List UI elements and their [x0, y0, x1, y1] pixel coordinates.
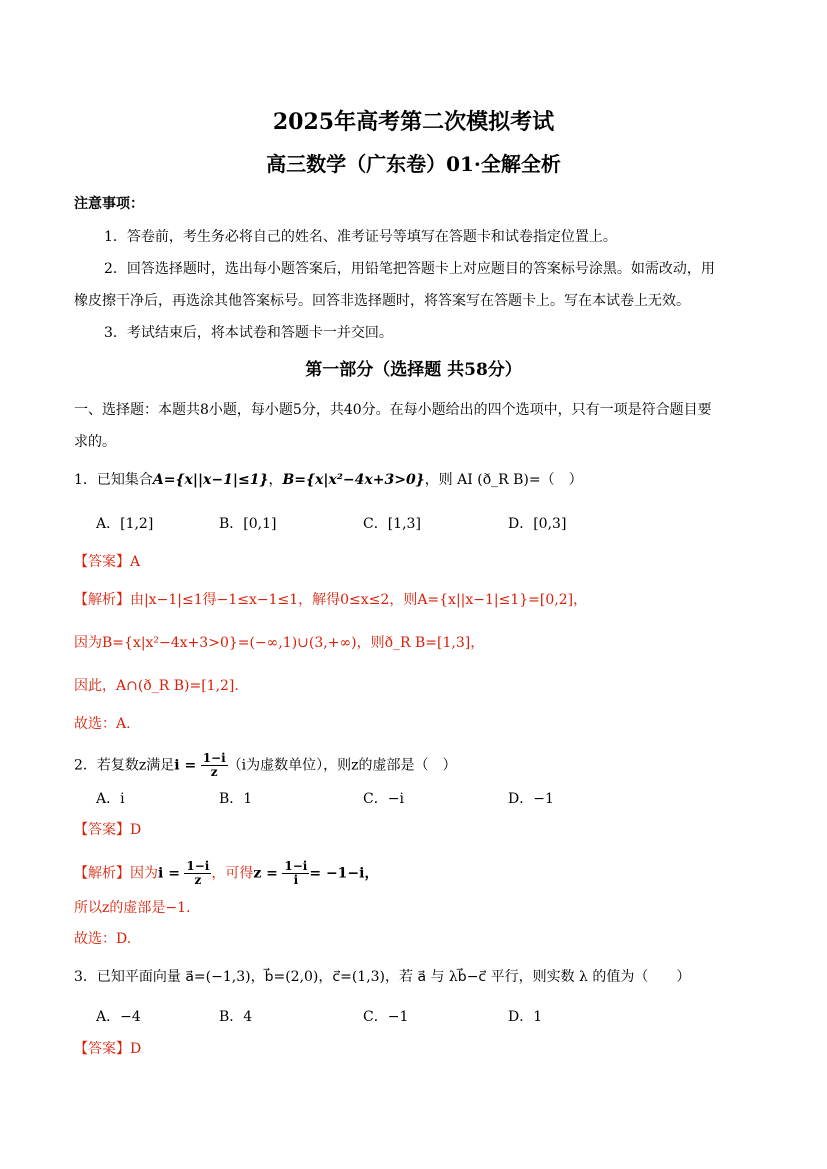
- q2-answer: [74, 821, 141, 839]
- q2-stem: [74, 752, 457, 779]
- q2-analysis-because: 因为: [130, 865, 158, 882]
- q2-frac-den: z: [210, 765, 218, 779]
- q1-option-c: C．[1,3]: [363, 516, 421, 532]
- q3-option-d: D．1: [508, 1009, 543, 1025]
- q2-answer-label: 【答案】: [74, 822, 130, 838]
- q2-analysis-eq-left: i =: [158, 865, 180, 882]
- q2-stem-prefix: 2．若复数z满足: [74, 757, 175, 774]
- q3-answer: [74, 1040, 141, 1058]
- q2-stem-suffix: （i为虚数单位），则z的虚部是（ ）: [227, 757, 457, 774]
- q2-analysis-fraction-1: [184, 860, 211, 887]
- q1-stem-prefix: 1．已知集合: [74, 472, 153, 488]
- q2-analysis-fraction-2: [282, 860, 309, 887]
- q1-option-b: B．[0,1]: [219, 516, 277, 532]
- q1-stem: 1．已知集合A={x||x−1|≤1}，B={x|x²−4x+3>0}，则 AI (ð_R B)=（ ）: [74, 472, 583, 488]
- q2-option-c: C．−i: [363, 791, 404, 807]
- q2-analysis-frac1-den: z: [194, 873, 202, 887]
- q3-option-a: A．−4: [96, 1009, 141, 1025]
- q1-analysis-line2: 因为B={x|x²−4x+3>0}=(−∞,1)∪(3,+∞)，则ð_R B=[1,3]，: [74, 635, 485, 651]
- notice-item-2-line1: 2．回答选择题时，选出每小题答案后，用铅笔把答题卡上对应题目的答案标号涂黑。如需改动，用: [104, 261, 715, 277]
- exam-subtitle: 高三数学（广东卷）01·全解全析: [266, 152, 561, 176]
- q2-option-b: B．1: [219, 791, 253, 807]
- q3-stem: 3．已知平面向量 a⃗=(−1,3)，b⃗=(2,0)，c⃗=(1,3)，若 a⃗ 与 λb⃗−c⃗ 平行，则实数 λ 的值为（ ）: [74, 969, 691, 985]
- part1-intro-line2: 求的。: [74, 434, 116, 450]
- q1-set-b: B={x|x²−4x+3>0}: [282, 472, 425, 488]
- notice-heading: 注意事项：: [74, 196, 144, 212]
- q2-analysis-frac2-num: 1−i: [284, 859, 308, 873]
- q1-option-d: D．[0,3]: [508, 516, 567, 532]
- q3-option-b: B．4: [219, 1009, 253, 1025]
- q2-analysis-result: = −1−i，: [309, 865, 379, 882]
- q1-answer-value: A: [130, 554, 141, 570]
- exam-title: 2025年高考第二次模拟考试: [272, 109, 555, 135]
- q1-stem-suffix: ，则 AI (ð_R B)=（ ）: [424, 472, 583, 488]
- notice-item-3: 3．考试结束后，将本试卷和答题卡一并交回。: [104, 325, 393, 341]
- notice-item-1: 1．答卷前，考生务必将自己的姓名、准考证号等填写在答题卡和试卷指定位置上。: [104, 229, 617, 245]
- q2-analysis-frac1-num: 1−i: [186, 859, 210, 873]
- q2-frac-num: 1−i: [202, 751, 226, 765]
- q1-analysis-line3: 因此，A∩(ð_R B)=[1,2].: [74, 678, 239, 694]
- q2-conclusion: 故选：D.: [74, 931, 132, 947]
- q3-option-c: C．−1: [363, 1009, 409, 1025]
- q1-set-a: A={x||x−1|≤1}: [152, 472, 269, 488]
- q2-option-d: D．−1: [508, 791, 554, 807]
- q3-answer-value: D: [130, 1041, 142, 1057]
- q1-analysis-line1: [74, 591, 587, 609]
- part1-intro-line1: 一、选择题：本题共8小题，每小题5分，共40分。在每小题给出的四个选项中，只有一项是符合题目要: [74, 402, 712, 418]
- q3-answer-label: 【答案】: [74, 1041, 130, 1057]
- part1-heading: 第一部分（选择题 共58分）: [305, 360, 522, 380]
- q2-analysis-thus: ，可得: [211, 865, 254, 882]
- q1-option-a: A．[1,2]: [96, 516, 154, 532]
- q2-eq-left: i =: [174, 757, 197, 774]
- q2-analysis-line2: 所以z的虚部是−1.: [74, 900, 191, 916]
- q1-analysis-label: 【解析】: [74, 592, 130, 608]
- q2-answer-value: D: [130, 822, 142, 838]
- notice-item-2-line2: 橡皮擦干净后，再选涂其他答案标号。回答非选择题时，将答案写在答题卡上。写在本试卷上无效。: [74, 293, 690, 309]
- q2-option-a: A．i: [96, 791, 125, 807]
- q1-analysis-text-1: 由|x−1|≤1得−1≤x−1≤1，解得0≤x≤2，则A={x||x−1|≤1}=[0,2]，: [130, 592, 588, 608]
- q2-fraction: [201, 752, 228, 779]
- q2-analysis-frac2-den: i: [293, 873, 299, 887]
- q1-conclusion: 故选：A.: [74, 716, 131, 732]
- q2-analysis-line1: [74, 860, 378, 887]
- q2-analysis-z: z =: [253, 865, 278, 882]
- q2-analysis-label: 【解析】: [74, 865, 130, 882]
- q1-answer-label: 【答案】: [74, 554, 130, 570]
- q1-answer: [74, 553, 140, 571]
